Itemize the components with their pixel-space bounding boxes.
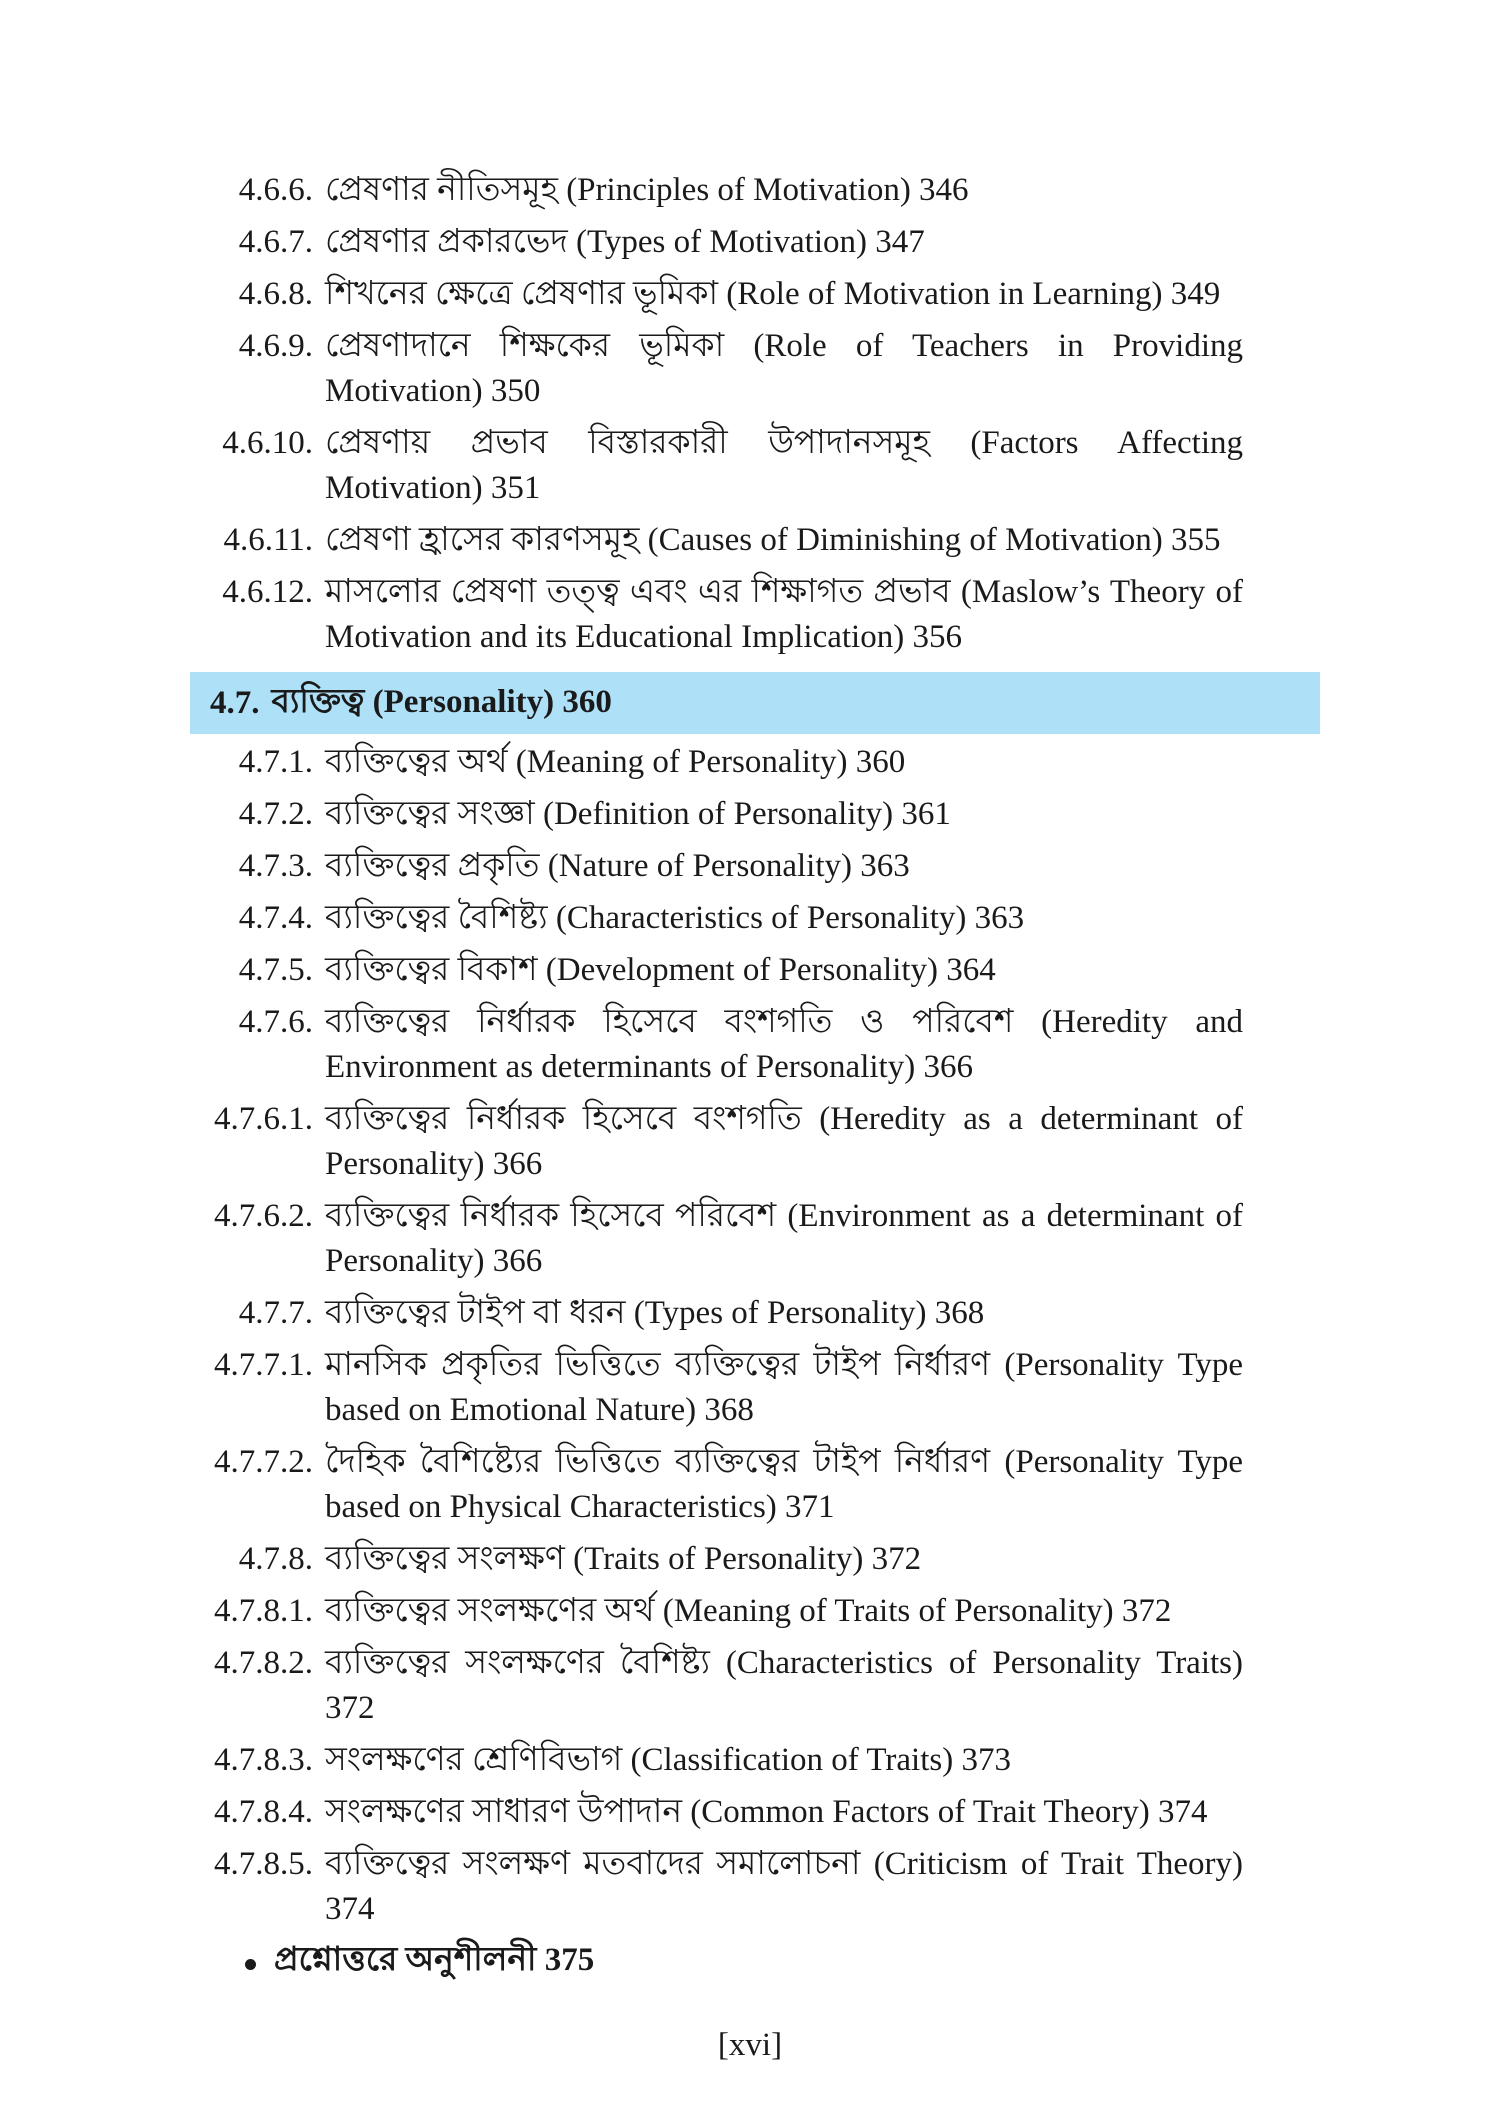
toc-entry-4-7-4 [190, 896, 1315, 941]
toc-entry-4-7-8-2 [190, 1641, 1315, 1731]
toc-entry-4-7-6 [190, 1000, 1315, 1090]
toc-entry-4-7-6-2 [190, 1194, 1315, 1284]
section-heading-4-7 [190, 672, 1320, 734]
table-of-contents [190, 168, 1315, 1984]
entry-title: প্রেষণা হ্রাসের কারণসমূহ (Causes of Diminishing of Motivation) 355 [325, 522, 1221, 558]
toc-entry-4-7-7-2 [190, 1440, 1315, 1530]
toc-entry-4-7-3 [190, 844, 1315, 889]
entry-number: 4.6.6. [238, 172, 313, 208]
entry-title: ব্যক্তিত্বের নির্ধারক হিসেবে বংশগতি ও পরিবেশ (Heredity and Environment as determinants of Personality) 366 [325, 1004, 1243, 1085]
entry-title: ব্যক্তিত্বের প্রকৃতি (Nature of Personality) 363 [325, 848, 910, 884]
entry-number: 4.7.6. [238, 1004, 313, 1040]
toc-entry-4-6-9 [190, 324, 1315, 414]
bullet-icon [245, 1959, 256, 1970]
toc-entry-4-6-6 [190, 168, 1315, 213]
page-number: [xvi] [717, 2027, 783, 2063]
entry-title: দৈহিক বৈশিষ্ট্যের ভিত্তিতে ব্যক্তিত্বের টাইপ নির্ধারণ (Personality Type based on Physical Characteristics) 371 [325, 1444, 1243, 1525]
toc-entry-4-7-8-1 [190, 1589, 1315, 1634]
entry-title: প্রেষণায় প্রভাব বিস্তারকারী উপাদানসমূহ (Factors Affecting Motivation) 351 [325, 425, 1243, 506]
entry-number: 4.7.6.2. [214, 1198, 313, 1234]
entry-number: 4.7.8.5. [214, 1846, 313, 1882]
entry-number: 4.6.7. [238, 224, 313, 260]
toc-entry-4-7-8-4 [190, 1790, 1315, 1835]
entry-title: প্রেষণাদানে শিক্ষকের ভূমিকা (Role of Teachers in Providing Motivation) 350 [325, 328, 1243, 409]
entry-number: 4.7.6.1. [214, 1101, 313, 1137]
entry-title: প্রেষণার নীতিসমূহ (Principles of Motivation) 346 [325, 172, 969, 208]
entry-number: 4.7.8.1. [214, 1593, 313, 1629]
toc-entry-4-7-7-1 [190, 1343, 1315, 1433]
entry-title: ব্যক্তিত্বের সংলক্ষণের অর্থ (Meaning of Traits of Personality) 372 [325, 1593, 1172, 1629]
toc-entry-4-7-6-1 [190, 1097, 1315, 1187]
toc-entry-4-7-1 [190, 740, 1315, 785]
exercise-bullet [245, 1936, 1315, 1984]
entry-title: প্রেষণার প্রকারভেদ (Types of Motivation) 347 [325, 224, 925, 260]
entry-number: 4.7.4. [238, 900, 313, 936]
entry-number: 4.7.5. [238, 952, 313, 988]
toc-entry-4-7-2 [190, 792, 1315, 837]
entry-number: 4.6.10. [222, 425, 313, 461]
entry-title: সংলক্ষণের সাধারণ উপাদান (Common Factors of Trait Theory) 374 [325, 1794, 1208, 1830]
entry-title: ব্যক্তিত্বের বিকাশ (Development of Personality) 364 [325, 952, 996, 988]
entry-number: 4.6.8. [238, 276, 313, 312]
entry-number: 4.7.3. [238, 848, 313, 884]
toc-entry-4-6-10 [190, 421, 1315, 511]
toc-entry-4-6-7 [190, 220, 1315, 265]
entry-title: মানসিক প্রকৃতির ভিত্তিতে ব্যক্তিত্বের টাইপ নির্ধারণ (Personality Type based on Emotional Nature) 368 [325, 1347, 1243, 1428]
entry-number: 4.7.7.1. [214, 1347, 313, 1383]
toc-entry-4-7-8-3 [190, 1738, 1315, 1783]
entry-title: ব্যক্তিত্বের বৈশিষ্ট্য (Characteristics of Personality) 363 [325, 900, 1025, 936]
section-number: 4.7. [210, 684, 260, 721]
entry-number: 4.7.2. [238, 796, 313, 832]
entry-title: ব্যক্তিত্বের অর্থ (Meaning of Personality) 360 [325, 744, 906, 780]
entry-title: মাসলোর প্রেষণা তত্ত্ব এবং এর শিক্ষাগত প্রভাব (Maslow’s Theory of Motivation and its Educational Implication) 356 [325, 574, 1243, 655]
entry-title: ব্যক্তিত্বের সংলক্ষণ মতবাদের সমালোচনা (Criticism of Trait Theory) 374 [325, 1846, 1243, 1927]
entry-number: 4.7.8.3. [214, 1742, 313, 1778]
entry-number: 4.7.7.2. [214, 1444, 313, 1480]
toc-entry-4-7-8-5 [190, 1842, 1315, 1932]
entry-title: ব্যক্তিত্বের টাইপ বা ধরন (Types of Personality) 368 [325, 1295, 985, 1331]
toc-entry-4-6-11 [190, 518, 1315, 563]
entry-number: 4.6.9. [238, 328, 313, 364]
entry-title: ব্যক্তিত্বের সংজ্ঞা (Definition of Personality) 361 [325, 796, 951, 832]
toc-entry-4-7-8 [190, 1537, 1315, 1582]
entry-title: সংলক্ষণের শ্রেণিবিভাগ (Classification of Traits) 373 [325, 1742, 1011, 1778]
entry-title: ব্যক্তিত্বের নির্ধারক হিসেবে বংশগতি (Heredity as a determinant of Personality) 366 [325, 1101, 1243, 1182]
section-title: ব্যক্তিত্ব (Personality) 360 [271, 684, 612, 720]
entry-number: 4.7.8. [238, 1541, 313, 1577]
entry-number: 4.7.7. [238, 1295, 313, 1331]
exercise-label: প্রশ্নোত্তরে অনুশীলনী 375 [274, 1942, 595, 1978]
entry-title: ব্যক্তিত্বের সংলক্ষণ (Traits of Personality) 372 [325, 1541, 922, 1577]
toc-entry-4-6-8 [190, 272, 1315, 317]
entry-title: ব্যক্তিত্বের সংলক্ষণের বৈশিষ্ট্য (Characteristics of Personality Traits) 372 [325, 1645, 1243, 1726]
toc-entry-4-7-5 [190, 948, 1315, 993]
toc-entry-4-6-12 [190, 570, 1315, 660]
entry-number: 4.7.8.2. [214, 1645, 313, 1681]
entry-number: 4.6.12. [222, 574, 313, 610]
entry-number: 4.7.8.4. [214, 1794, 313, 1830]
entry-number: 4.7.1. [238, 744, 313, 780]
entry-title: ব্যক্তিত্বের নির্ধারক হিসেবে পরিবেশ (Environment as a determinant of Personality) 366 [325, 1198, 1243, 1279]
toc-entry-4-7-7 [190, 1291, 1315, 1336]
entry-title: শিখনের ক্ষেত্রে প্রেষণার ভূমিকা (Role of Motivation in Learning) 349 [325, 276, 1221, 312]
entry-number: 4.6.11. [223, 522, 313, 558]
